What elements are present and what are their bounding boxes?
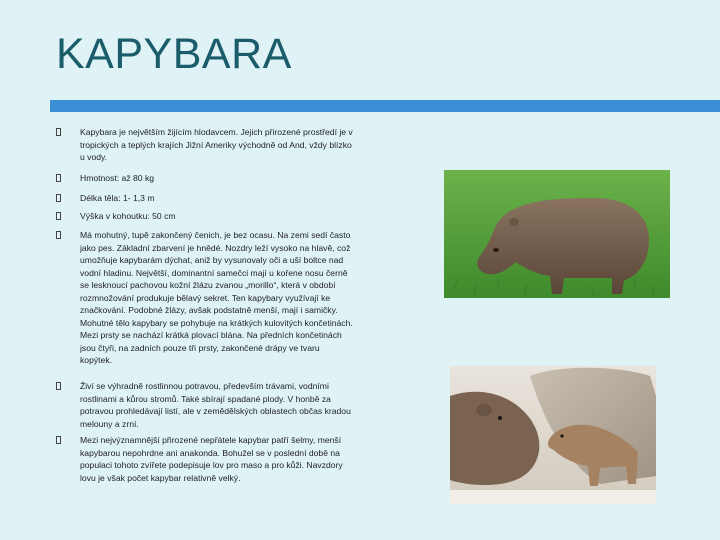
bullet-item (54, 434, 354, 484)
bullet-text: Živí se výhradně rostlinnou potravou, především trávami, vodními rostlinami a kůrou stromů. Také sbírají spadané plody. V honbě za potravou prohledávají listí, ale v zemědělských oblastech občas kradou melouny a zrní. (80, 381, 351, 429)
bullet-square-icon (56, 231, 61, 239)
slide-title: KAPYBARA (56, 30, 292, 78)
bullet-item (54, 192, 155, 205)
bullet-item (54, 172, 154, 185)
bullet-item (54, 126, 354, 164)
bullet-square-icon (56, 436, 61, 444)
bullet-item (54, 210, 176, 223)
capybara-with-pup-photo (450, 366, 656, 504)
bullet-text: Hmotnost: až 80 kg (80, 173, 155, 183)
bullet-square-icon (56, 382, 61, 390)
bullet-square-icon (56, 174, 61, 182)
bullet-text: Mezi nejvýznamnější přirozené nepřátele kapybar patří šelmy, menší kapybarou nepohrdne ani anakonda. Bohužel se v poslední době na populaci tohoto zvířete podepisuje lov pro maso a pro kůži. Navzdory lovu je však počet kapybar relativně velký. (80, 435, 343, 483)
bullet-square-icon (56, 194, 61, 202)
bullet-item (54, 380, 354, 430)
bullet-text: Délka těla: 1- 1,3 m (80, 193, 155, 203)
title-underline-bar (50, 100, 720, 112)
bullet-square-icon (56, 128, 61, 136)
bullet-item (54, 229, 354, 367)
bullet-text: Výška v kohoutku: 50 cm (80, 211, 176, 221)
bullet-square-icon (56, 212, 61, 220)
bullet-text: Má mohutný, tupě zakončený čenich, je bez ocasu. Na zemi sedí často jako pes. Základní zbarvení je hnědé. Nozdry leží vysoko na hlavě, což umožňuje kapybarám dýchat, aniž by vysunovaly oči a uší boltce nad vodní hladinu. Největší, dominantní samečci mají u kořene nosu černě se lesknoucí pachovou kožní žlázu zvanou „morillo“, která v období rozmnožování produkuje bělavý sekret. Ten kapybary využívají ke značkování. Podobné žlázy, avšak podstatně menší, mají i samičky. Mohutné tělo kapybary se pohybuje na krátkých kulovitých končetinách. Mezi prsty se nachází krátká plovací blána. Na předních končetinách jsou čtyři, na zadních pouze tři prsty, zakončené drápy ve tvaru kopýtek. (80, 230, 353, 365)
bullet-text: Kapybara je největším žijícím hlodavcem. Jejich přirozené prostředí je v tropických a teplých krajích Jižní Ameriky východně od And, vždy blízko u vody. (80, 127, 353, 162)
capybara-on-grass-photo (444, 170, 670, 298)
